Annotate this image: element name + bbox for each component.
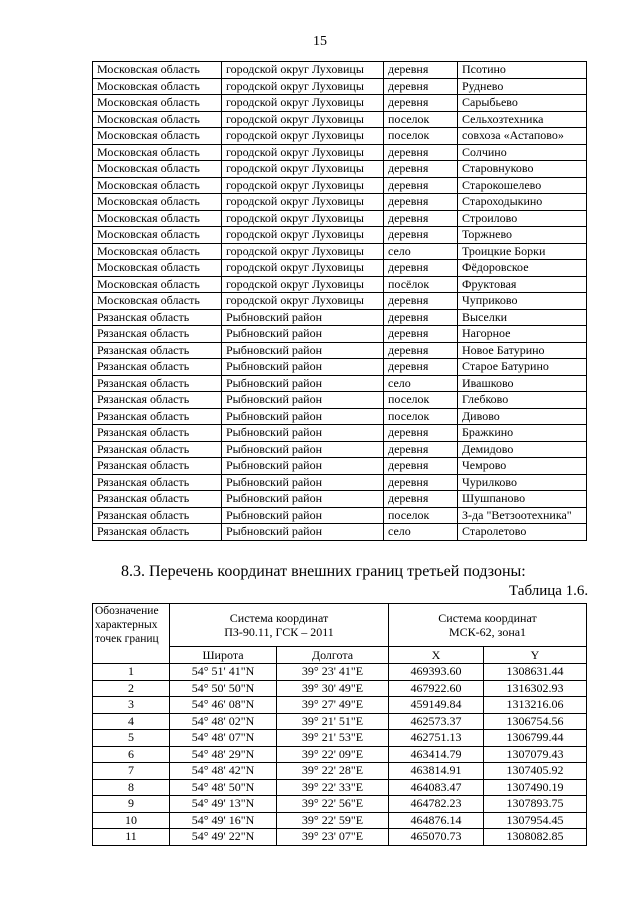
region-cell: Рязанская область bbox=[93, 491, 222, 508]
district-cell: городской округ Луховицы bbox=[222, 95, 384, 112]
y-header: Y bbox=[484, 647, 587, 664]
table-row bbox=[93, 458, 587, 475]
settlement-name-cell: Чурилково bbox=[458, 474, 587, 491]
region-cell: Рязанская область bbox=[93, 474, 222, 491]
latitude-cell: 54° 50' 50"N bbox=[170, 680, 277, 697]
latitude-cell: 54° 49' 22"N bbox=[170, 829, 277, 846]
type-cell: деревня bbox=[384, 227, 458, 244]
y-cell: 1307490.19 bbox=[484, 779, 587, 796]
region-cell: Московская область bbox=[93, 293, 222, 310]
type-cell: посёлок bbox=[384, 276, 458, 293]
longitude-cell: 39° 22' 59"E bbox=[277, 812, 389, 829]
region-cell: Рязанская область bbox=[93, 326, 222, 343]
settlement-name-cell: Глебково bbox=[458, 392, 587, 409]
table-row bbox=[93, 194, 587, 211]
table-row bbox=[93, 177, 587, 194]
latitude-cell: 54° 49' 16"N bbox=[170, 812, 277, 829]
table-row bbox=[93, 664, 587, 681]
settlement-name-cell: Троицкие Борки bbox=[458, 243, 587, 260]
district-cell: городской округ Луховицы bbox=[222, 177, 384, 194]
table-row bbox=[93, 829, 587, 846]
x-cell: 459149.84 bbox=[389, 697, 484, 714]
district-cell: городской округ Луховицы bbox=[222, 260, 384, 277]
type-cell: деревня bbox=[384, 177, 458, 194]
longitude-cell: 39° 22' 09"E bbox=[277, 746, 389, 763]
district-cell: городской округ Луховицы bbox=[222, 194, 384, 211]
longitude-cell: 39° 21' 53"E bbox=[277, 730, 389, 747]
settlement-name-cell: Руднево bbox=[458, 78, 587, 95]
point-designation-header: Обозначение характерных точек границ bbox=[93, 604, 170, 664]
settlement-name-cell: Ивашково bbox=[458, 375, 587, 392]
district-cell: городской округ Луховицы bbox=[222, 144, 384, 161]
type-cell: деревня bbox=[384, 474, 458, 491]
table-row bbox=[93, 491, 587, 508]
y-cell: 1306799.44 bbox=[484, 730, 587, 747]
latitude-header: Широта bbox=[170, 647, 277, 664]
settlement-name-cell: Новое Батурино bbox=[458, 342, 587, 359]
point-number-cell: 10 bbox=[93, 812, 170, 829]
table-row bbox=[93, 474, 587, 491]
table-row bbox=[93, 161, 587, 178]
table-row bbox=[93, 342, 587, 359]
region-cell: Рязанская область bbox=[93, 309, 222, 326]
region-cell: Московская область bbox=[93, 260, 222, 277]
latitude-cell: 54° 48' 50"N bbox=[170, 779, 277, 796]
region-cell: Московская область bbox=[93, 111, 222, 128]
y-cell: 1307893.75 bbox=[484, 796, 587, 813]
district-cell: Рыбновский район bbox=[222, 359, 384, 376]
point-number-cell: 8 bbox=[93, 779, 170, 796]
point-number-cell: 1 bbox=[93, 664, 170, 681]
latitude-cell: 54° 48' 02"N bbox=[170, 713, 277, 730]
longitude-header: Долгота bbox=[277, 647, 389, 664]
region-cell: Московская область bbox=[93, 161, 222, 178]
type-cell: деревня bbox=[384, 441, 458, 458]
region-cell: Московская область bbox=[93, 62, 222, 79]
type-cell: деревня bbox=[384, 194, 458, 211]
y-cell: 1308631.44 bbox=[484, 664, 587, 681]
settlement-name-cell: Бражкино bbox=[458, 425, 587, 442]
type-cell: деревня bbox=[384, 359, 458, 376]
x-cell: 469393.60 bbox=[389, 664, 484, 681]
table-row bbox=[93, 507, 587, 524]
table-row bbox=[93, 78, 587, 95]
type-cell: поселок bbox=[384, 507, 458, 524]
type-cell: деревня bbox=[384, 210, 458, 227]
region-cell: Рязанская область bbox=[93, 342, 222, 359]
table-row bbox=[93, 779, 587, 796]
region-cell: Московская область bbox=[93, 210, 222, 227]
district-cell: Рыбновский район bbox=[222, 408, 384, 425]
table-row bbox=[93, 441, 587, 458]
settlement-name-cell: Староходыкино bbox=[458, 194, 587, 211]
x-cell: 465070.73 bbox=[389, 829, 484, 846]
type-cell: деревня bbox=[384, 458, 458, 475]
latitude-cell: 54° 48' 07"N bbox=[170, 730, 277, 747]
district-cell: городской округ Луховицы bbox=[222, 243, 384, 260]
table-row bbox=[93, 144, 587, 161]
x-cell: 467922.60 bbox=[389, 680, 484, 697]
type-cell: деревня bbox=[384, 78, 458, 95]
district-cell: Рыбновский район bbox=[222, 375, 384, 392]
district-cell: Рыбновский район bbox=[222, 326, 384, 343]
x-cell: 464083.47 bbox=[389, 779, 484, 796]
region-cell: Рязанская область bbox=[93, 425, 222, 442]
y-cell: 1307079.43 bbox=[484, 746, 587, 763]
longitude-cell: 39° 27' 49"E bbox=[277, 697, 389, 714]
type-cell: деревня bbox=[384, 161, 458, 178]
latitude-cell: 54° 51' 41"N bbox=[170, 664, 277, 681]
table-row bbox=[93, 326, 587, 343]
district-cell: Рыбновский район bbox=[222, 474, 384, 491]
x-cell: 462751.13 bbox=[389, 730, 484, 747]
region-cell: Рязанская область bbox=[93, 507, 222, 524]
point-number-cell: 6 bbox=[93, 746, 170, 763]
region-cell: Рязанская область bbox=[93, 458, 222, 475]
table-row bbox=[93, 763, 587, 780]
settlement-name-cell: Старокошелево bbox=[458, 177, 587, 194]
longitude-cell: 39° 22' 28"E bbox=[277, 763, 389, 780]
settlement-name-cell: Сельхозтехника bbox=[458, 111, 587, 128]
district-cell: Рыбновский район bbox=[222, 441, 384, 458]
district-cell: Рыбновский район bbox=[222, 507, 384, 524]
district-cell: Рыбновский район bbox=[222, 392, 384, 409]
settlement-name-cell: Старое Батурино bbox=[458, 359, 587, 376]
settlement-name-cell: Сарыбьево bbox=[458, 95, 587, 112]
longitude-cell: 39° 22' 33"E bbox=[277, 779, 389, 796]
table-row bbox=[93, 375, 587, 392]
system2-header: Система координат МСК-62, зона1 bbox=[389, 604, 587, 647]
type-cell: деревня bbox=[384, 62, 458, 79]
settlement-name-cell: З-да "Ветзоотехника" bbox=[458, 507, 587, 524]
district-cell: Рыбновский район bbox=[222, 342, 384, 359]
region-cell: Московская область bbox=[93, 227, 222, 244]
settlement-name-cell: Чуприково bbox=[458, 293, 587, 310]
settlement-name-cell: совхоза «Астапово» bbox=[458, 128, 587, 145]
y-cell: 1307405.92 bbox=[484, 763, 587, 780]
table-row bbox=[93, 62, 587, 79]
table-row bbox=[93, 796, 587, 813]
type-cell: деревня bbox=[384, 425, 458, 442]
point-number-cell: 3 bbox=[93, 697, 170, 714]
point-number-cell: 7 bbox=[93, 763, 170, 780]
type-cell: деревня bbox=[384, 144, 458, 161]
table-row bbox=[93, 408, 587, 425]
table-row bbox=[93, 425, 587, 442]
region-cell: Рязанская область bbox=[93, 392, 222, 409]
region-cell: Московская область bbox=[93, 276, 222, 293]
table-row bbox=[93, 524, 587, 541]
settlement-name-cell: Шушпаново bbox=[458, 491, 587, 508]
region-cell: Рязанская область bbox=[93, 375, 222, 392]
table-row bbox=[93, 260, 587, 277]
x-cell: 463414.79 bbox=[389, 746, 484, 763]
settlement-name-cell: Псотино bbox=[458, 62, 587, 79]
table-row bbox=[93, 210, 587, 227]
district-cell: городской округ Луховицы bbox=[222, 210, 384, 227]
settlement-name-cell: Старолетово bbox=[458, 524, 587, 541]
settlements-table-body bbox=[93, 62, 587, 541]
district-cell: городской округ Луховицы bbox=[222, 78, 384, 95]
longitude-cell: 39° 23' 41"E bbox=[277, 664, 389, 681]
district-cell: городской округ Луховицы bbox=[222, 227, 384, 244]
settlement-name-cell: Дивово bbox=[458, 408, 587, 425]
region-cell: Московская область bbox=[93, 128, 222, 145]
type-cell: поселок bbox=[384, 392, 458, 409]
region-cell: Рязанская область bbox=[93, 524, 222, 541]
district-cell: городской округ Луховицы bbox=[222, 293, 384, 310]
table-row bbox=[93, 730, 587, 747]
system1-header: Система координат ПЗ-90.11, ГСК – 2011 bbox=[170, 604, 389, 647]
table-row bbox=[93, 309, 587, 326]
settlement-name-cell: Фруктовая bbox=[458, 276, 587, 293]
type-cell: деревня bbox=[384, 342, 458, 359]
table-row bbox=[93, 697, 587, 714]
type-cell: поселок bbox=[384, 128, 458, 145]
type-cell: деревня bbox=[384, 309, 458, 326]
x-header: X bbox=[389, 647, 484, 664]
y-cell: 1308082.85 bbox=[484, 829, 587, 846]
table-row bbox=[93, 243, 587, 260]
longitude-cell: 39° 23' 07"E bbox=[277, 829, 389, 846]
settlement-name-cell: Выселки bbox=[458, 309, 587, 326]
type-cell: деревня bbox=[384, 95, 458, 112]
district-cell: городской округ Луховицы bbox=[222, 62, 384, 79]
settlement-name-cell: Торжнево bbox=[458, 227, 587, 244]
type-cell: поселок bbox=[384, 408, 458, 425]
type-cell: деревня bbox=[384, 491, 458, 508]
point-number-cell: 11 bbox=[93, 829, 170, 846]
y-cell: 1316302.93 bbox=[484, 680, 587, 697]
longitude-cell: 39° 30' 49"E bbox=[277, 680, 389, 697]
table-row bbox=[93, 111, 587, 128]
type-cell: деревня bbox=[384, 326, 458, 343]
settlement-name-cell: Старовнуково bbox=[458, 161, 587, 178]
type-cell: село bbox=[384, 375, 458, 392]
table-row bbox=[93, 392, 587, 409]
table-row bbox=[93, 359, 587, 376]
point-number-cell: 2 bbox=[93, 680, 170, 697]
region-cell: Московская область bbox=[93, 78, 222, 95]
latitude-cell: 54° 46' 08"N bbox=[170, 697, 277, 714]
type-cell: деревня bbox=[384, 293, 458, 310]
longitude-cell: 39° 21' 51"E bbox=[277, 713, 389, 730]
table-row bbox=[93, 713, 587, 730]
district-cell: городской округ Луховицы bbox=[222, 111, 384, 128]
type-cell: поселок bbox=[384, 111, 458, 128]
table-row bbox=[93, 227, 587, 244]
y-cell: 1307954.45 bbox=[484, 812, 587, 829]
longitude-cell: 39° 22' 56"E bbox=[277, 796, 389, 813]
settlement-name-cell: Демидово bbox=[458, 441, 587, 458]
settlement-name-cell: Нагорное bbox=[458, 326, 587, 343]
settlement-name-cell: Чемрово bbox=[458, 458, 587, 475]
table-row bbox=[93, 276, 587, 293]
type-cell: село bbox=[384, 524, 458, 541]
settlement-name-cell: Солчино bbox=[458, 144, 587, 161]
district-cell: Рыбновский район bbox=[222, 309, 384, 326]
district-cell: городской округ Луховицы bbox=[222, 128, 384, 145]
settlement-name-cell: Строилово bbox=[458, 210, 587, 227]
x-cell: 462573.37 bbox=[389, 713, 484, 730]
table-row bbox=[93, 128, 587, 145]
table-label: Таблица 1.6. bbox=[509, 583, 589, 599]
x-cell: 464782.23 bbox=[389, 796, 484, 813]
settlement-name-cell: Фёдоровское bbox=[458, 260, 587, 277]
table-row bbox=[93, 95, 587, 112]
region-cell: Рязанская область bbox=[93, 408, 222, 425]
x-cell: 464876.14 bbox=[389, 812, 484, 829]
region-cell: Московская область bbox=[93, 177, 222, 194]
region-cell: Московская область bbox=[93, 144, 222, 161]
y-cell: 1313216.06 bbox=[484, 697, 587, 714]
coordinates-table bbox=[92, 603, 587, 846]
district-cell: Рыбновский район bbox=[222, 524, 384, 541]
table-row bbox=[93, 293, 587, 310]
type-cell: деревня bbox=[384, 260, 458, 277]
page-number: 15 bbox=[313, 34, 327, 49]
table-row bbox=[93, 812, 587, 829]
point-number-cell: 9 bbox=[93, 796, 170, 813]
point-number-cell: 5 bbox=[93, 730, 170, 747]
point-number-cell: 4 bbox=[93, 713, 170, 730]
type-cell: село bbox=[384, 243, 458, 260]
district-cell: Рыбновский район bbox=[222, 491, 384, 508]
region-cell: Рязанская область bbox=[93, 441, 222, 458]
settlements-table bbox=[92, 61, 587, 541]
y-cell: 1306754.56 bbox=[484, 713, 587, 730]
coordinates-table-body bbox=[93, 664, 587, 846]
region-cell: Московская область bbox=[93, 194, 222, 211]
region-cell: Рязанская область bbox=[93, 359, 222, 376]
x-cell: 463814.91 bbox=[389, 763, 484, 780]
district-cell: Рыбновский район bbox=[222, 458, 384, 475]
region-cell: Московская область bbox=[93, 243, 222, 260]
latitude-cell: 54° 49' 13"N bbox=[170, 796, 277, 813]
district-cell: Рыбновский район bbox=[222, 425, 384, 442]
region-cell: Московская область bbox=[93, 95, 222, 112]
table-row bbox=[93, 680, 587, 697]
section-heading: 8.3. Перечень координат внешних границ третьей подзоны: bbox=[121, 563, 526, 580]
table-row bbox=[93, 746, 587, 763]
district-cell: городской округ Луховицы bbox=[222, 276, 384, 293]
latitude-cell: 54° 48' 42"N bbox=[170, 763, 277, 780]
latitude-cell: 54° 48' 29"N bbox=[170, 746, 277, 763]
district-cell: городской округ Луховицы bbox=[222, 161, 384, 178]
